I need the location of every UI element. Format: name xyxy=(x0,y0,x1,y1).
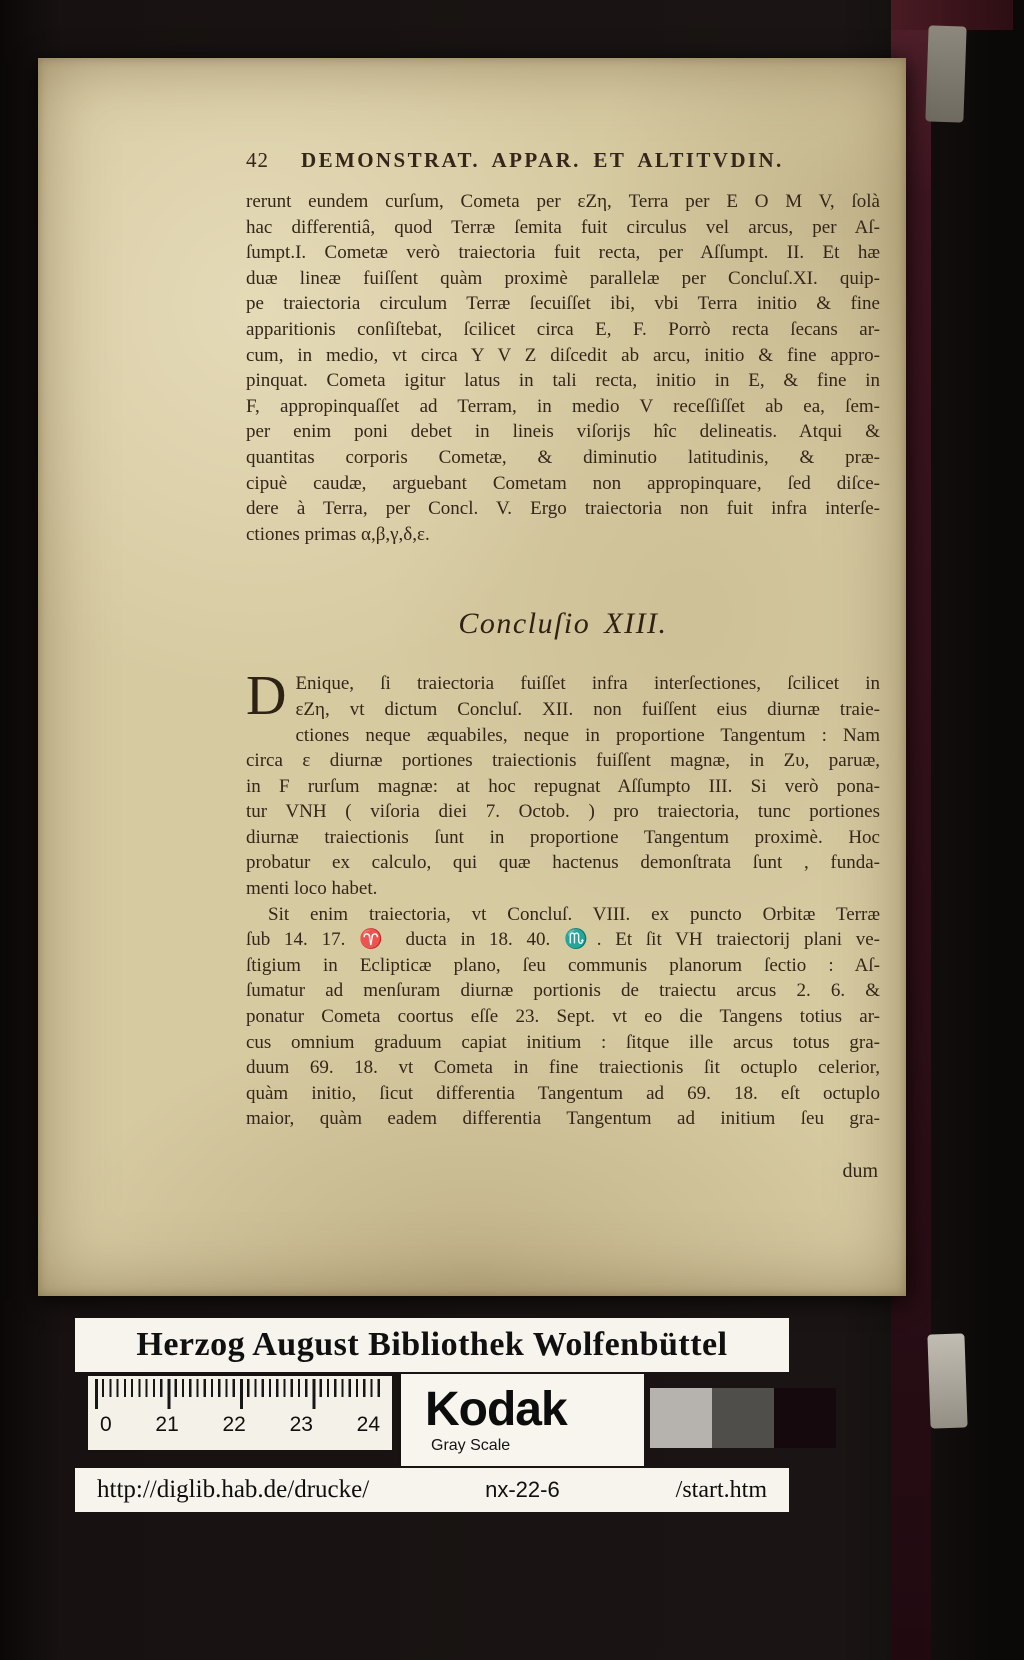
text-line: tur VNH ( viſoria diei 7. Octob. ) pro traiectoria, tunc portiones xyxy=(246,801,880,823)
text-line: dere à Terra, per Concl. V. Ergo traiectoria non fuit infra interſe- xyxy=(246,498,880,520)
page-clip-top xyxy=(925,25,966,122)
ruler-label: 21 xyxy=(155,1413,179,1436)
text-line: pe traiectoria circulum Terræ ſecuiſſet ibi, vbi Terra initio & fine xyxy=(246,293,880,315)
text-block xyxy=(246,148,880,1184)
text-line: rerunt eundem curſum, Cometa per εZη, Terra per E O M V, ſolà xyxy=(246,191,880,212)
text-line: ſtigium in Eclipticæ plano, ſeu communis planorum ſectio : Aſ- xyxy=(246,954,880,976)
page-clip-bottom xyxy=(927,1333,967,1428)
ruler-label: 0 xyxy=(100,1413,112,1436)
text-line: ſumatur ad menſuram diurnæ portionis de traiectu arcus 2. 6. & xyxy=(246,980,880,1002)
page-header xyxy=(246,148,880,173)
page-number: 42 xyxy=(246,148,269,172)
text-line: circa ε diurnæ portiones traiectionis fuiſſent magnæ, in Zυ, paruæ, xyxy=(246,750,880,772)
text-line: duæ lineæ fuiſſent quàm proximè parallelæ per Concluſ.XI. quip- xyxy=(246,267,880,289)
ruler-numbers xyxy=(88,1409,392,1437)
text-line: apparitionis conſiſtebat, ſcilicet circa E, F. Porrò recta ſecans ar- xyxy=(246,318,880,340)
catchword-row xyxy=(246,1158,880,1184)
footer-strip xyxy=(75,1468,789,1512)
text-line: ctiones primas α,β,γ,δ,ε. xyxy=(246,523,430,545)
text-line: in F rurſum magnæ: at hoc repugnat Aſſumpto III. Si verò pona- xyxy=(246,775,880,797)
gray-scale-label: Gray Scale xyxy=(431,1436,511,1454)
text-line: probatur ex calculo, qui quæ hactenus demonſtrata ſunt , funda- xyxy=(246,852,880,874)
text-line: quàm initio, ſicut differentia Tangentum ad 69. 18. eſt octuplo xyxy=(246,1082,880,1104)
paragraph-2 xyxy=(246,665,880,901)
text-line: duum 69. 18. vt Cometa in fine traiectionis ſit octuplo celerior, xyxy=(246,1057,880,1079)
text-line: Sit enim traiectoria, vt Concluſ. VIII. ex puncto Orbitæ Terræ xyxy=(268,903,880,925)
text-line: ponatur Cometa coortus eſſe 23. Sept. vt eo die Tangens totius ar- xyxy=(246,1006,880,1028)
text-line: ſub 14. 17. ♈ ducta in 18. 40. ♏. Et ſit VH traiectorij plani ve- xyxy=(246,929,880,951)
book-page xyxy=(38,58,906,1296)
running-title: DEMONSTRAT. APPAR. ET ALTITVDIN. xyxy=(301,148,784,172)
paragraph-1 xyxy=(246,189,880,547)
gray-patch-dark xyxy=(712,1388,774,1448)
drop-cap: D xyxy=(246,665,287,728)
gray-patch-black xyxy=(774,1388,836,1448)
ruler-label: 24 xyxy=(356,1413,380,1436)
text-line: per enim poni debet in lineis viſorijs hîc delineatis. Atqui & xyxy=(246,421,880,443)
shelfmark: nx-22-6 xyxy=(485,1477,560,1502)
ruler-ticks xyxy=(95,1379,385,1409)
text-line: F, appropinquaſſet ad Terram, in medio V receſſiſſet ab ea, ſem- xyxy=(246,395,880,417)
text-line: cum, in medio, vt circa Y V Z diſcedit ab arcu, initio & fine appro- xyxy=(246,344,880,366)
ruler-label: 22 xyxy=(222,1413,246,1436)
text-line: cus omnium graduum capiat initium : ſitque ille arcus totus gra- xyxy=(246,1031,880,1053)
catchword: dum xyxy=(842,1160,878,1182)
kodak-logo: Kodak xyxy=(425,1382,567,1436)
text-line: diurnæ traiectionis ſunt in proportione Tangentum proximè. Hoc xyxy=(246,826,880,848)
text-line: cipuè caudæ, arguebant Cometam non appropinquare, ſed diſce- xyxy=(246,472,880,494)
section-heading: Concluſio XIII. xyxy=(458,607,668,641)
gray-patch-light xyxy=(650,1388,712,1448)
paragraph-3 xyxy=(246,902,880,1132)
library-banner xyxy=(75,1318,789,1372)
text-line: menti loco habet. xyxy=(246,878,378,900)
start-link: /start.htm xyxy=(675,1476,767,1503)
text-line: pinquat. Cometa igitur latus in tali recta, initio in E, & fine in xyxy=(246,370,880,392)
footer-url: http://diglib.hab.de/drucke/ xyxy=(97,1476,370,1503)
text-line: quantitas corporis Cometæ, & diminutio latitudinis, & præ- xyxy=(246,446,880,468)
text-line: hac differentiâ, quod Terræ ſemita fuit circulus vel arcus, per Aſ- xyxy=(246,216,880,238)
ruler-label: 23 xyxy=(289,1413,313,1436)
text-line: maior, quàm eadem differentia Tangentum ad initium ſeu gra- xyxy=(246,1108,880,1130)
library-title: Herzog August Bibliothek Wolfenbüttel xyxy=(136,1326,728,1363)
kodak-gray-scale-card xyxy=(398,1374,644,1466)
text-line: Enique, ſi traiectoria fuiſſet infra interſectiones, ſcilicet in xyxy=(295,673,880,695)
text-line: ſumpt.I. Cometæ verò traiectoria fuit recta, per Aſſumpt. II. Et hæ xyxy=(246,242,880,264)
ruler xyxy=(88,1376,392,1450)
text-line: ctiones neque æquabiles, neque in proportione Tangentum : Nam xyxy=(295,724,880,746)
text-line: εZη, vt dictum Concluſ. XII. non fuiſſent eius diurnæ traie- xyxy=(295,698,880,720)
